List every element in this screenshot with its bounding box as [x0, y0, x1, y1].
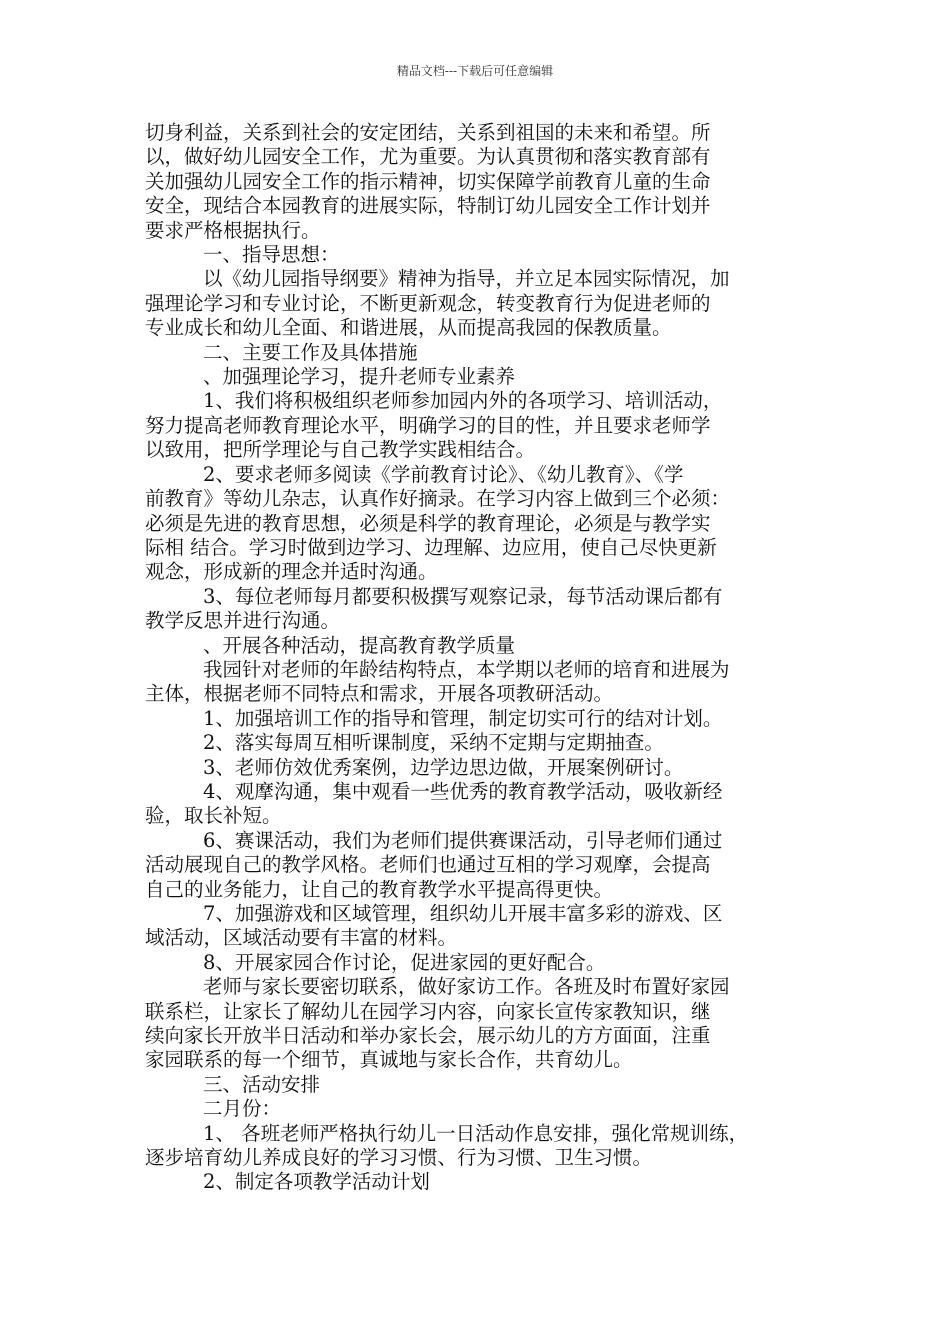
text-line: 教学反思并进行沟通。 [145, 609, 341, 633]
text-line: 际相 结合。学习时做到边学习、边理解、边应用，使自己尽快更新 [145, 535, 717, 559]
text-line: 要求严格根据执行。 [145, 218, 321, 242]
text-line: 我园针对老师的年龄结构特点，本学期以老师的培育和进展为 [203, 657, 730, 681]
text-line: 2、制定各项教学活动计划 [203, 1170, 430, 1194]
text-line: 以致用，把所学理论与自己教学实践相结合。 [145, 438, 536, 462]
text-line: 强理论学习和专业讨论，不断更新观念，转变教育行为促进老师的 [145, 291, 711, 315]
text-line: 1、我们将积极组织老师参加园内外的各项学习、培训活动， [203, 389, 723, 413]
text-line: 专业成长和幼儿全面、和谐进展，从而提高我园的保教质量。 [145, 316, 672, 340]
text-line: 3、每位老师每月都要积极撰写观察记录，每节活动课后都有 [203, 584, 723, 608]
text-line: 、开展各种活动，提高教育教学质量 [203, 633, 516, 657]
text-line: 二、主要工作及具体措施 [203, 340, 418, 364]
text-line: 观念，形成新的理念并适时沟通。 [145, 560, 438, 584]
text-line: 7、加强游戏和区域管理，组织幼儿开展丰富多彩的游戏、区 [203, 902, 723, 925]
text-line: 活动展现自己的教学风格。老师们也通过互相的学习观摩，会提高 [145, 853, 711, 877]
text-line: 自己的业务能力，让自己的教育教学水平提高得更快。 [145, 877, 614, 901]
text-line: 以，做好幼儿园安全工作，尤为重要。为认真贯彻和落实教育部有 [145, 145, 711, 169]
text-line: 关加强幼儿园安全工作的指示精神，切实保障学前教育儿童的生命 [145, 169, 711, 193]
text-line: 努力提高老师教育理论水平，明确学习的目的性，并且要求老师学 [145, 413, 711, 437]
text-line: 前教育》等幼儿杂志，认真作好摘录。在学习内容上做到三个必须： [145, 487, 731, 511]
text-line: 联系栏，让家长了解幼儿在园学习内容，向家长宣传家教知识，继 [145, 999, 711, 1023]
document-body [145, 121, 815, 1195]
text-line: 2、落实每周互相听课制度，采纳不定期与定期抽查。 [203, 731, 664, 755]
text-line: 、加强理论学习，提升老师专业素养 [203, 365, 516, 389]
text-line: 安全，现结合本园教育的进展实际，特制订幼儿园安全工作计划并 [145, 194, 711, 218]
text-line: 逐步培育幼儿养成良好的学习习惯、行为习惯、卫生习惯。 [145, 1146, 653, 1170]
text-line: 主体，根据老师不同特点和需求，开展各项教研活动。 [145, 682, 614, 706]
text-line: 1、 各班老师严格执行幼儿一日活动作息安排，强化常规训练， [203, 1121, 749, 1145]
text-line: 续向家长开放半日活动和举办家长会，展示幼儿的方方面面，注重 [145, 1024, 711, 1048]
text-line: 验，取长补短。 [145, 804, 282, 828]
text-line: 4、观摩沟通，集中观看一些优秀的教育教学活动，吸收新经 [203, 779, 723, 803]
text-line: 1、加强培训工作的指导和管理，制定切实可行的结对计划。 [203, 706, 723, 730]
text-line: 一、指导思想： [203, 243, 340, 267]
text-line: 家园联系的每一个细节，真诚地与家长合作，共育幼儿。 [145, 1048, 633, 1072]
text-line: 二月份： [203, 1097, 282, 1121]
text-line: 必须是先进的教育思想，必须是科学的教育理论，必须是与教学实 [145, 511, 711, 535]
text-line: 切身利益，关系到社会的安定团结，关系到祖国的未来和希望。所 [145, 121, 711, 144]
text-line: 6、赛课活动，我们为老师们提供赛课活动，引导老师们通过 [203, 828, 723, 852]
text-line: 8、开展家园合作讨论，促进家园的更好配合。 [203, 950, 606, 974]
text-line: 域活动，区域活动要有丰富的材料。 [145, 926, 458, 950]
text-line: 2、要求老师多阅读《学前教育讨论》、《幼儿教育》、《学 [203, 462, 684, 486]
text-line: 三、活动安排 [203, 1072, 321, 1096]
text-line: 老师与家长要密切联系，做好家访工作。各班及时布置好家园 [203, 975, 730, 999]
page-header: 精品文档---下载后可任意编辑 [396, 64, 554, 78]
text-line: 3、老师仿效优秀案例，边学边思边做，开展案例研讨。 [203, 755, 684, 779]
text-line: 以《幼儿园指导纲要》精神为指导，并立足本园实际情况，加 [203, 267, 730, 291]
